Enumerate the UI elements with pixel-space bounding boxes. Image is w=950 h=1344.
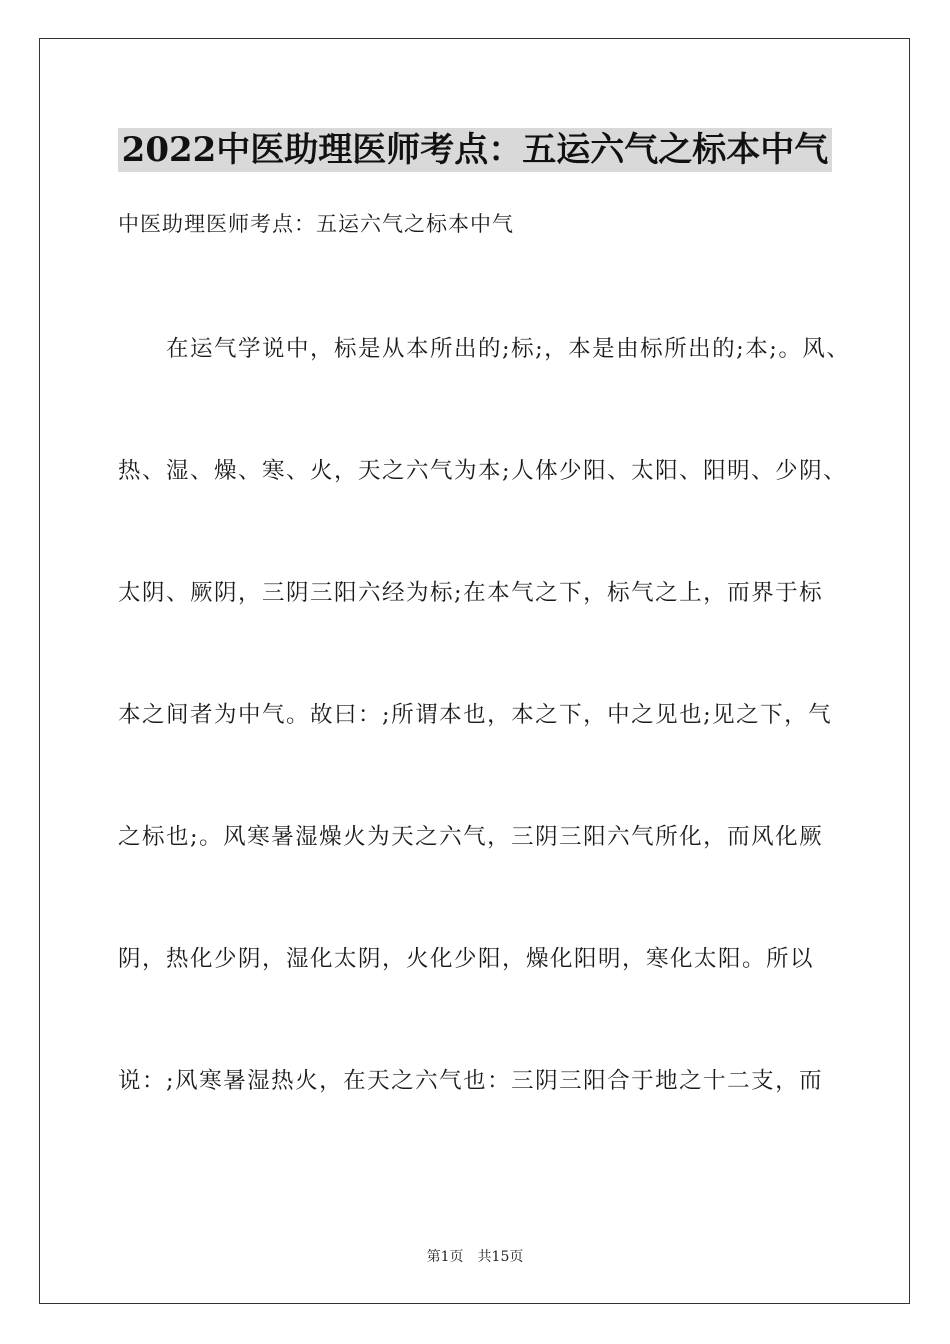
- page-footer: [0, 1247, 950, 1267]
- body-line-1: 在运气学说中，标是从本所出的;标;，本是由标所出的;本;。风、: [118, 336, 851, 362]
- body-line-4: 本之间者为中气。故曰：;所谓本也，本之下，中之见也;见之下，气: [118, 702, 833, 728]
- page-total: 共15页: [477, 1249, 524, 1265]
- document-subtitle: 中医助理医师考点：五运六气之标本中气: [118, 212, 514, 236]
- page-number: 第1页: [426, 1249, 464, 1265]
- document-title: [0, 128, 950, 172]
- body-line-5: 之标也;。风寒暑湿燥火为天之六气，三阴三阳六气所化，而风化厥: [118, 824, 824, 850]
- body-line-3: 太阴、厥阴，三阴三阳六经为标;在本气之下，标气之上，而界于标: [118, 580, 824, 606]
- body-line-7: 说：;风寒暑湿热火，在天之六气也：三阴三阳合于地之十二支，而: [118, 1068, 824, 1094]
- document-title-text: 2022中医助理医师考点：五运六气之标本中气: [118, 128, 833, 172]
- body-line-2: 热、湿、燥、寒、火，天之六气为本;人体少阳、太阳、阳明、少阴、: [118, 458, 848, 484]
- body-line-6: 阴，热化少阴，湿化太阴，火化少阳，燥化阳明，寒化太阳。所以: [118, 946, 815, 972]
